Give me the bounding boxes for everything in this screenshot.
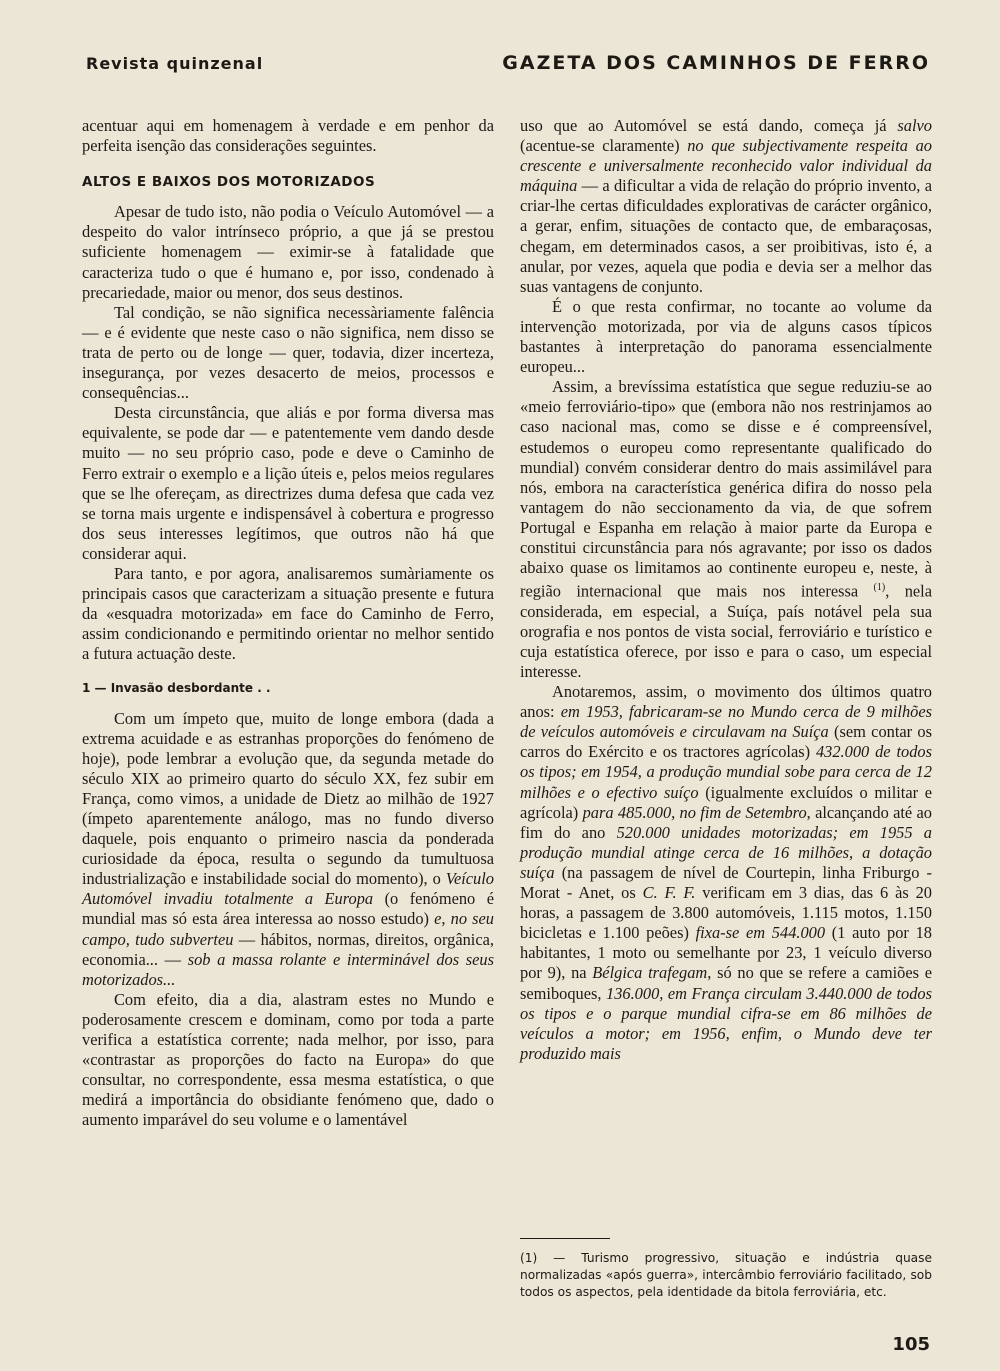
text-run: Anotaremos, assim, o movimento dos últimos quatro anos: xyxy=(520,682,932,722)
footnote-reference: (1) xyxy=(873,582,886,594)
text-run: (1 auto por 18 habitantes, 1 moto ou semelhante por 23, 1 veículo diverso por 9), na xyxy=(520,923,932,983)
italic-run: fixa-se em 544.000 xyxy=(695,923,826,943)
italic-run: 520.000 unidades motorizadas; em 1955 a produção mundial atinge cerca de 16 milhões, a dotação suíça xyxy=(520,822,932,882)
italic-run: 136.000, em França circulam 3.440.000 de todos os tipos e o parque mundial cifra-se em 86 milhões de veículos a motor; em 1956, enfim, o Mundo deve ter produzido mais xyxy=(520,983,932,1063)
paragraph: Para tanto, e por agora, analisaremos sumàriamente os principais casos que caracterizam a situação presente e futura da «esquadra motorizada» em face do Caminho de Ferro, assim condicionando e permitindo orientar no melhor sentido a futura actuação deste. xyxy=(82,563,494,664)
page-number: 105 xyxy=(892,1334,930,1355)
paragraph: acentuar aqui em homenagem à verdade e em penhor da perfeita isenção das considerações seguintes. xyxy=(82,116,494,156)
section-title: ALTOS E BAIXOS DOS MOTORIZADOS xyxy=(82,174,376,191)
italic-run: em 1953, fabricaram-se no Mundo cerca de 9 milhões de veículos automóveis e circulavam na Suíça xyxy=(520,702,932,742)
footnote: (1) — Turismo progressivo, situação e indústria quase normalizadas «após guerra», intercâmbio ferroviário facilitado, sob todos os aspectos, pela identidade da bitola ferroviária, etc. xyxy=(520,1251,932,1299)
paragraph: Apesar de tudo isto, não podia o Veículo Automóvel — a despeito do valor intrínseco próprio, a que já se prestou suficiente homenagem — eximir-se à fatalidade que caracteriza tudo o que é humano e, por isso, condenado à precariedade, maior ou menor, dos seus destinos. xyxy=(82,202,494,302)
paragraph xyxy=(520,377,932,682)
text-run: (na passagem de nível de Courtepin, linha Friburgo - Morat - Anet, os xyxy=(520,862,932,903)
text-run: uso que ao Automóvel se está dando, começa já xyxy=(520,116,898,135)
italic-run: Veículo Automóvel invadiu totalmente a Europa xyxy=(82,869,494,909)
header-periodicity: Revista quinzenal xyxy=(86,54,264,73)
page-header xyxy=(86,54,930,84)
paragraph xyxy=(520,116,932,297)
text-run: (acentue-se claramente) xyxy=(520,136,688,156)
text-run: (o fenómeno é mundial mas só esta área interessa ao nosso estudo) xyxy=(82,889,495,929)
header-publication-title: GAZETA DOS CAMINHOS DE FERRO xyxy=(502,52,930,74)
italic-run: para 485.000, no fim de Setembro xyxy=(582,802,807,822)
text-run: (sem contar os carros do Exército e os tractores agrícolas) xyxy=(520,722,932,762)
text-run: verificam em 3 dias, das 6 às 20 horas, a passagem de 3.800 automóveis, 1.115 motos, 1.150 bicicletas e 1.100 peões) xyxy=(520,883,933,943)
text-run: (igualmente excluídos o militar e agrícola) xyxy=(520,782,932,822)
paragraph: É o que resta confirmar, no tocante ao volume da intervenção motorizada, por via de alguns casos típicos bastantes à interpretação do panorama essencialmente europeu... xyxy=(520,296,932,377)
italic-run: sob a massa rolante e interminável dos seus motorizados... xyxy=(82,949,494,989)
paragraph: Tal condição, se não significa necessàriamente falência — e é evidente que neste caso o não significa, nem disso se trata de perto ou de longe — quer, todavia, dizer incerteza, insegurança, por vezes desacerto de meios, processos e consequências... xyxy=(82,302,494,403)
italic-run: 432.000 de todos os tipos; em 1954, a produção mundial sobe para cerca de 12 milhões e o efectivo suíço xyxy=(520,742,932,802)
paragraph: Com efeito, dia a dia, alastram estes no Mundo e poderosamente crescem e dominam, como por toda a parte verifica a estatística corrente; nada melhor, por isso, para «contrastar as proporções do facto na Europa» do que consultar, no correspondente, essa mesma estatística, o que medirá a importância do obsidiante fenómeno que, dado o aumento imparável do seu volume e o lamentável xyxy=(82,989,494,1130)
text-run: , só no que se refere a camiões e semiboques, xyxy=(520,963,932,1003)
left-column xyxy=(82,116,494,1131)
text-run: — a dificultar a vida de relação do próprio invento, a criar-lhe certas dificuldades explorativas de carácter orgânico, a gerar, enfim, situações de contacto que, de embaraçosas, chegam, em determinados casos, a ser proibitivas, isto é, a anular, por vezes, aquela que podia e devia ser a melhor das suas vantagens de conjunto. xyxy=(520,176,932,296)
italic-run: e, no seu campo, tudo subverteu xyxy=(82,909,494,949)
paragraph xyxy=(82,709,494,990)
footnote-divider xyxy=(520,1238,610,1239)
paragraph: Desta circunstância, que aliás e por forma diversa mas equivalente, se pode dar — e patentemente vem dando desde muito — no seu próprio caso, pode e deve o Caminho de Ferro extrair o exemplo e a lição úteis e, pelos meios regulares que se lhe ofereçam, as directrizes duma defesa que cada vez se torna mais urgente e indispensável à cobertura e progresso dos seus interesses legítimos, que outros não há que considerar aqui. xyxy=(82,403,494,563)
right-column xyxy=(520,116,932,1064)
paragraph xyxy=(520,682,932,1064)
subsection-title: 1 — Invasão desbordante . . xyxy=(82,681,271,696)
text-run: , alcançando até ao fim do ano xyxy=(520,802,932,842)
italic-run: no que subjectivamente respeita ao crescente e universalmente reconhecido valor individual da máquina xyxy=(520,136,933,196)
italic-run: salvo xyxy=(897,116,932,135)
text-run: — hábitos, normas, direitos, orgânica, economia... — xyxy=(82,929,494,969)
italic-run: Bélgica trafegam xyxy=(592,963,708,983)
text-run: , nela considerada, em especial, a Suíça, país notável pela sua orografia e nos pontos de vista social, ferroviário e turístico e cuja estatística oferece, por isso e para o caso, um especial interesse. xyxy=(520,581,932,681)
text-run: Com um ímpeto que, muito de longe embora (dada a extrema acuidade e as estranhas proporções do fenómeno de hoje), pode lembrar a evolução que, da segunda metade do século XIX ao primeiro quarto do século XX, fez subir em França, como vimos, a unidade de Dietz ao milhão de 1927 (ímpeto aparentemente análogo, mas no fundo diverso daquele, pois enquanto o primeiro nascia da ponderada curiosidade da época, resulta o segundo da tumultuosa industrialização e instabilidade social do momento), o xyxy=(82,708,494,889)
italic-run: C. F. F. xyxy=(642,883,696,903)
text-run: Assim, a brevíssima estatística que segue reduziu-se ao «meio ferroviário-tipo» que (embora não nos restrinjamos ao caso nacional mas, como se disse e é compreensível, estudemos o europeu como representante qualificado do mundial) convém considerar dentro do mais assimilável para nós, embora na característica genérica difira do nosso pela vantagem do não seccionamento da via, de que sofrem Portugal e Espanha em relação à maior parte da Europa e constitui circunstância para nós agravante; por isso os dados abaixo quase os limitamos ao continente europeu e, neste, à região internacional que mais nos interessa xyxy=(520,377,932,601)
